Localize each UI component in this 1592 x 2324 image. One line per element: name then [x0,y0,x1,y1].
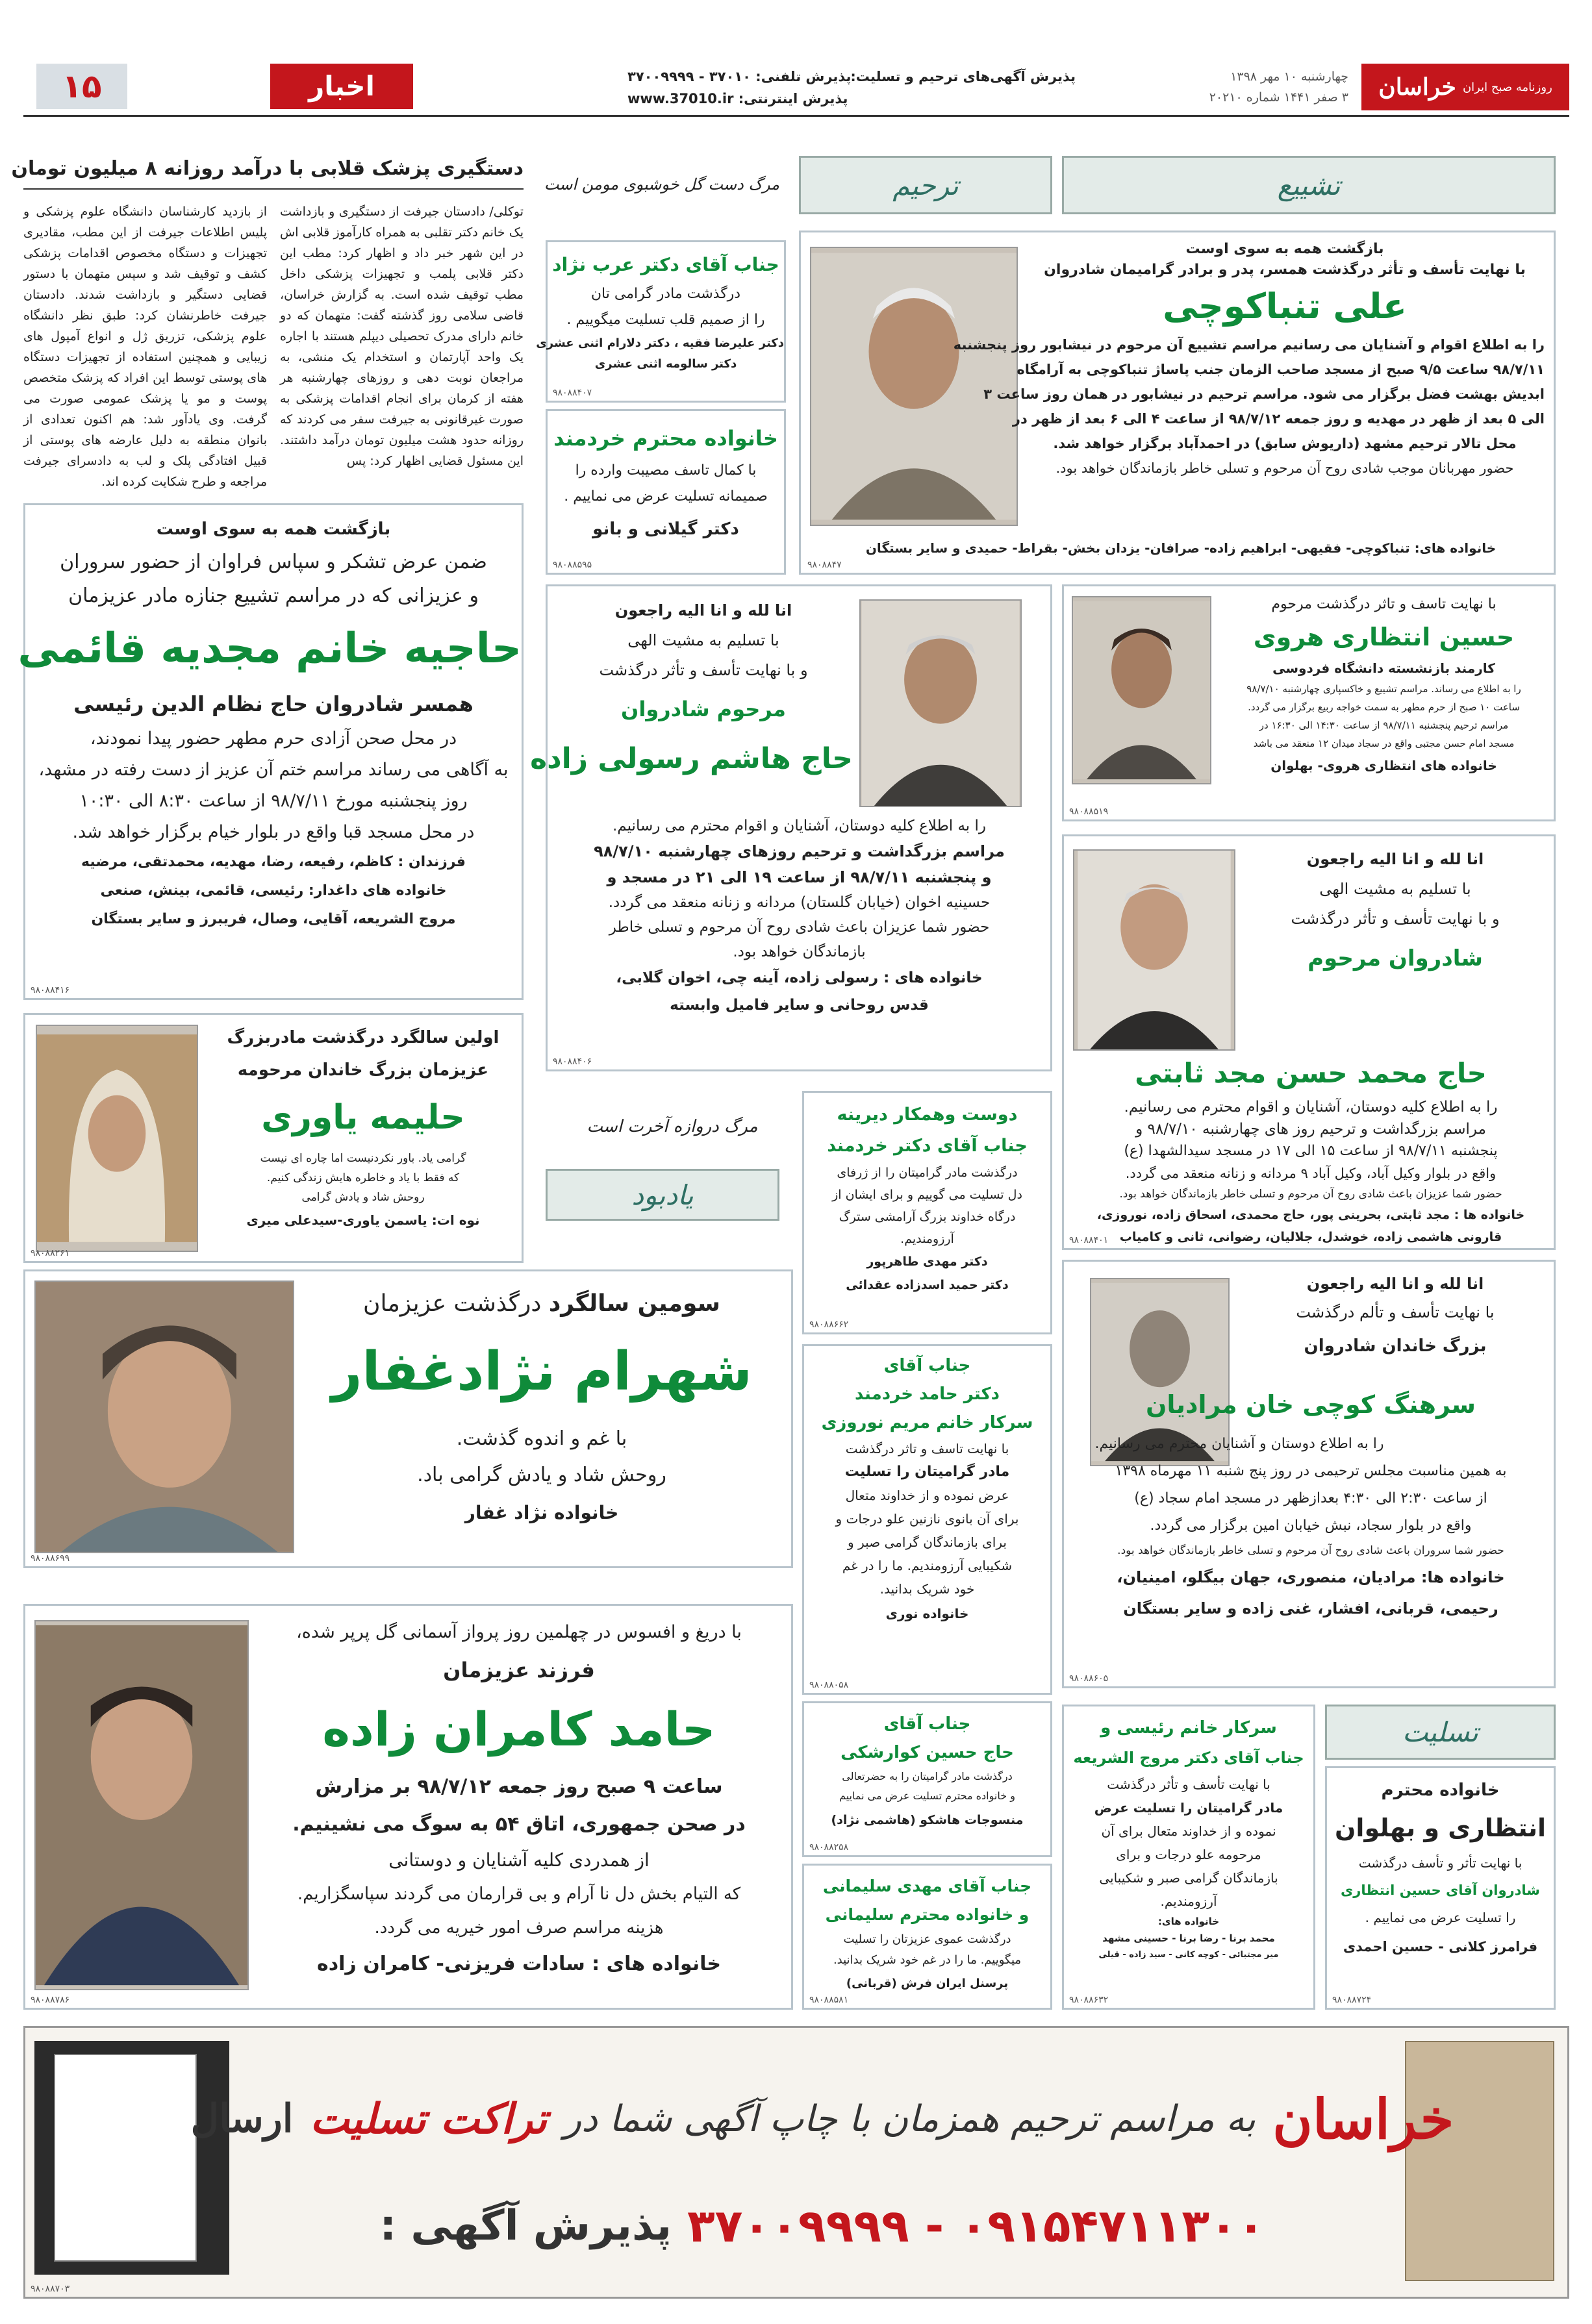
ad-line: حسینیه اخوان (خیابان گلستان) مردانه و زنانه منعقد می گردد. [608,894,991,911]
ad-line: حضور مهربانان موجب شادی روح آن مرحوم و تسلی خاطر بازماندگان خواهد بود. [1055,460,1514,476]
ad-line: در صحن جمهوری، اتاق ۵۴ به سوگ می نشینیم. [292,1813,746,1836]
ad-line: بازماندگان گرامی صبر و شکیبایی [1099,1870,1278,1886]
news-article [11,149,524,489]
ad-signature: پرسنل ایران فرش (قربانی) [846,1977,1009,1990]
ad-title: و خانواده محترم سلیمانی [825,1905,1030,1924]
ad-line: و با نهایت تأسف و تأثر درگذشت [1291,910,1500,928]
ad-code: ۹۸۰۸۸۶۹۹ [31,1553,70,1564]
ad-line: را به اطلاع دوستان و آشنایان محترم می رسانیم. [1094,1436,1384,1452]
ad-line: با نهایت تاسف و تاثر درگذشت مرحوم [1271,596,1497,612]
ad-line: نموده و از خداوند متعال برای آن [1101,1823,1276,1839]
ad-line: ضمن عرض تشکر و سپاس فراوان از حضور سروران [60,551,487,573]
news-headline: دستگیری پزشک قلابی با درآمد روزانه ۸ میلیون تومان [23,149,524,190]
ad-heravi [1062,584,1556,821]
ad-line: و با نهایت تأسف و تأثر درگذشت [599,661,808,679]
portrait-photo [34,1281,294,1553]
deceased-name: حاج هاشم رسولی زاده [530,742,853,775]
ad-line: مرحوم شادروان [621,697,786,721]
ad-title: سرکار خانم رئیسی و [1100,1718,1277,1738]
ad-line: کارمند بازنشسته دانشگاه فردوسی [1272,660,1495,676]
ad-line: را به اطلاع می رساند. مراسم تشییع و خاکسپاری چهارشنبه ۹۸/۷/۱۰ [1246,683,1521,695]
anniversary-label: سومین سالگرد [548,1290,720,1317]
ad-line: به همین مناسبت مجلس ترحیمی در روز پنج شنبه ۱۱ مهرماه ۱۳۹۸ [1115,1463,1507,1479]
ad-line: مرحومه علو درجات و برای [1116,1847,1261,1862]
banner-label: پذیرش آگهی : [379,2202,672,2250]
ad-line: همسر شادروان حاج نظام الدین رئیسی [73,692,474,716]
banner-highlight: تراکت تسلیت [310,2094,548,2143]
ad-line: با نهایت تأسف و تأثر درگذشت [1107,1777,1270,1792]
ad-code: ۹۸۰۸۸۷۸۶ [31,1995,70,2005]
ad-rasouli [530,584,1052,1071]
ad-title: دوست وهمکار دیرینه [837,1105,1018,1125]
ad-line: حضور شما عزیزان باعث شادی روح آن مرحوم و تسلی خاطر بازماندگان خواهد بود. [1119,1188,1502,1201]
ad-signature: دکتر حمید اسدزاده عقدائی [846,1278,1009,1292]
ad-line: گرامی یاد. باور نکردنیست اما چاره ای نیست [260,1152,466,1165]
promo-banner [23,2026,1569,2299]
ad-line: انا لله و انا الیه راجعون [614,601,792,619]
ad-line: بازگشت همه به سوی اوست [1185,241,1384,257]
ad-line: و خانواده محترم تسلیت عرض می نماییم [839,1790,1015,1802]
ad-tonbakuchi [799,231,1556,575]
ad-line: مروج الشریعه، آقایی، وصال، فریبرز و سایر بستگان [91,911,456,927]
ad-line: درگذشت مادر گرامیتان را از ژرفای [837,1166,1018,1180]
ad-line: اولین سالگرد درگذشت مادربزرگ [227,1028,499,1047]
ads-internet: پذیرش اینترنتی: www.37010.ir [627,91,848,106]
ad-line: با نهایت تأسف و تألم درگذشت [1296,1303,1495,1321]
quote-akherat: مرگ دروازه آخرت است [587,1117,758,1136]
ad-line: ۹۸/۷/۱۱ ساعت ۹/۵ صبح از مسجد صاحب الزمان جنب پاساژ تنباکوچی به آرامگاه [1017,362,1545,377]
ad-signature: دکتر گیلانی و بانو [592,519,739,539]
ad-code: ۹۸۰۸۸۰۵۸ [809,1680,849,1690]
ad-line: برای آن بانوی نازنین علو درجات و [835,1511,1019,1527]
ad-line: فرزندان : کاظم، رفیعه، رضا، مهدیه، محمدتقی، مرضیه [81,854,466,870]
ad-signature: خانواده های: [1157,1916,1220,1927]
ad-line: در محل صحن آزادی حرم مطهر حضور پیدا نمودند، [90,729,457,749]
ad-line: خانواده ها : مجد ثابتی، بحرینی پور، حاج محمدی، اسحاق زاده، نوروزی، [1096,1208,1525,1222]
ad-code: ۹۸۰۸۸۷۰۳ [31,2284,70,2294]
portrait-photo [34,1620,249,1990]
ad-line: واقع در بلوار سجاد، نبش خیابان امین برگزار می گردد. [1150,1518,1472,1534]
ad-code: ۹۸۰۸۸۶۰۵ [1069,1673,1109,1684]
ad-signature: نوه ات: یاسمن یاوری-سیدعلی میری [246,1212,480,1228]
ad-line: آرزومندیم. [900,1232,954,1246]
ad-line: خود شریک بدانید. [879,1581,975,1597]
ad-line: خانواده های : رسولی زاده، آینه چی، اخوان گلابی، [616,969,983,986]
deceased-name: انتظاری و بهلوان [1334,1814,1547,1842]
section-title: اخبار [270,64,413,109]
ad-title: جناب آقای [883,1356,971,1375]
ad-line: روحش شاد و یادش گرامی باد. [417,1464,666,1486]
banner-decoration-right [1405,2041,1554,2281]
ad-signature: فرامرز کلانی - حسین احمدی [1343,1939,1538,1955]
ad-title: حاج حسین کوارشکی [840,1743,1014,1762]
ads-label: پذیرش آگهی‌های ترحیم و تسلیت: [850,69,1076,84]
page-number: ۱۵ [36,64,127,109]
ad-code: ۹۸۰۸۸۲۶۱ [31,1248,70,1258]
ad-line: انا لله و انا الیه راجعون [1306,850,1484,868]
ad-moradian [1062,1260,1556,1688]
ad-title: جناب آقای دکتر عرب نژاد [552,254,779,275]
quote-box-2 [546,1091,799,1221]
ad-code: ۹۸۰۸۸۴۰۷ [553,388,592,398]
ad-line: قدس روحانی و سایر فامیل وابسته [670,997,929,1014]
banner-line-1 [190,2073,1454,2164]
ad-line: ساعت ۹ صبح روز جمعه ۹۸/۷/۱۲ بر مزارش [315,1775,723,1798]
ad-line: از ساعت ۲:۳۰ الی ۴:۳۰ بعدازظهر در مسجد امام سجاد (ع) [1134,1490,1487,1506]
ad-line: الی ۵ بعد از ظهر در مهدیه و روز جمعه ۹۸/۷/۱۲ از ساعت ۴ الی ۶ بعد از ظهر در [1012,411,1545,427]
ad-line: را به اطلاع اقوام و آشنایان می رسانیم مراسم تشییع آن مرحوم در نیشابور روز پنجشنبه [953,337,1545,353]
deceased-name: علی تنباکوچی [1163,286,1407,327]
ad-line: خانواده محترم [1381,1780,1500,1800]
ad-line: هزینه مراسم صرف امور خیریه می گردد. [374,1918,664,1938]
quote-momen: مرگ دست گل خوشبوی مومن است [544,175,779,194]
ad-line [298,1284,785,1323]
ad-arabnejad [536,240,786,403]
ad-line: حضور شما عزیزان باعث شادی روح آن مرحوم و تسلی خاطر [609,919,990,936]
ad-line: که فقط با یاد و خاطره هایش زندگی کنیم. [266,1171,460,1184]
ad-kavarshki [802,1701,1052,1857]
ad-line: روحش شاد و یادش گرامی [301,1191,425,1204]
ad-code: ۹۸۰۸۸۴۰۶ [553,1056,592,1067]
ad-nejadghaffar [23,1269,793,1568]
ad-line: ساعت ۱۰ صبح از حرم مطهر به سمت خواجه ربیع برگزار می گردد. [1248,701,1520,713]
ad-line: با نهایت تأثر و تأسف درگذشت [1358,1855,1523,1871]
logo-sub: روزنامه صبح ایران [1462,80,1552,94]
ad-line: روز پنجشنبه مورخ ۹۸/۷/۱۱ از ساعت ۸:۳۰ الی ۱۰:۳۰ [79,791,468,811]
ad-signature: میر مجتبائی - کوچه کانی - سید زاده - قیلی [1098,1950,1279,1960]
ad-line: را به اطلاع کلیه دوستان، آشنایان و اقوام محترم می رسانیم. [1124,1099,1498,1116]
ad-line: میگوییم. ما را در غم خود شریک بدانید. [833,1953,1022,1967]
news-column-right: توکلی/ دادستان جیرفت از دستگیری و بازداشت یک خانم دکتر تقلبی به همراه کارآموز قلابی اش در این شهر خبر داد و اظهار کرد: مطب این دکتر قلابی پلمب و تجهیزات پزشکی داخل مطب توقیف شده است. به گزارش خراسان، قاضی سلامی روز گذشته گفت: متهمان که دو خانم دارای مدرک تحصیلی دیپلم هستند با اجاره یک واحد آپارتمان و استخدام یک منشی، به مراجعان نوبت دهی و روزهای چهارشنبه هر هفته از کرمان برای انجام اقدامات پزشکی به صورت غیرقانونی به جیرفت سفر می کردند که روزانه حدود هشت میلیون تومان درآمد داشتند. این مسئول قضایی اظهار کرد: پس [280,205,524,468]
ad-line: با نهایت تاسف و تاثر درگذشت [845,1441,1009,1456]
ad-line: پنجشنبه ۹۸/۷/۱۱ از ساعت ۱۵ الی ۱۷ در مسجد سیدالشهدا (ع) [1124,1143,1498,1159]
ad-line: خانواده ها: مرادیان، منصوری، جهان بیگلو، امینیان، [1117,1568,1505,1586]
ad-kheradmand-family [546,409,786,575]
family-names: خانواده های : سادات فریزنی- کامران زاده [317,1953,721,1975]
ad-title: شادروان آقای حسین انتظاری [1341,1882,1540,1898]
ads-phone: پذیرش تلفنی: ۳۷۰۱۰ - ۳۷۰۰۹۹۹۹ [627,69,852,84]
ad-code: ۹۸۰۸۸۴۷ [807,560,842,570]
ad-code: ۹۸۰۸۸۷۲۴ [1332,1995,1372,2005]
ad-line: مراسم ترحیم پنجشنبه ۹۸/۷/۱۱ از ساعت ۱۴:۳۰ الی ۱۶:۳۰ در [1259,719,1509,731]
ad-code: ۹۸۰۸۸۶۶۲ [809,1319,849,1330]
ads-info [621,66,1089,112]
ad-line: درگذشت مادر گرامیتان را به حضرتعالی [842,1770,1013,1782]
ad-soleimani [802,1864,1052,2010]
ad-code: ۹۸۰۸۸۵۹۵ [553,560,592,570]
ad-line: فرزند عزیزمان [443,1658,595,1682]
ad-signature: خانواده نوری [885,1606,969,1621]
ad-line: با غم و اندوه گذشت. [456,1427,627,1450]
ad-line-rest: درگذشت عزیزمان [363,1290,542,1317]
section-taslit: تسلیت [1325,1705,1556,1760]
ad-line: درگذشت مادر گرامی تان [590,286,741,302]
ad-line: که التیام بخش دل نا آرام و بی قرارمان می گردند سپاسگزاریم. [297,1884,741,1904]
date-line-2: ۳ صفر ۱۴۴۱ شماره ۲۰۲۱۰ [1209,90,1348,105]
ad-line: انا لله و انا الیه راجعون [1306,1275,1484,1293]
ad-title: سرکار خانم مریم نوروزی [821,1413,1033,1432]
ad-code: ۹۸۰۸۸۴۱۶ [31,985,70,995]
ad-title: جناب آقای مهدی سلیمانی [822,1877,1032,1895]
ad-signature: خانواده نژاد غفار [464,1502,619,1523]
ad-signature: دکتر سالومه اثنی عشری [594,357,737,371]
deceased-name: حاجیه خانم مجدیه قائمی [18,625,522,673]
ad-title: جناب آقای [883,1714,971,1734]
ad-signature: منسوجات هاشکو (هاشمی نژاد) [831,1813,1024,1827]
portrait-photo [36,1025,198,1252]
ad-raisi [1062,1705,1315,2010]
ad-line: مراسم بزرگداشت و ترحیم روزهای چهارشنبه ۹۸/۷/۱۰ [594,842,1005,860]
ad-line: ابدیش بهشت فضل برگزار می شود. مراسم ترحیم در نیشابور در همان روز ساعت ۳ [983,386,1545,402]
ad-line: شکیبایی آرزومندیم. ما را در غم [842,1558,1013,1573]
ad-line: شادروان مرحوم [1308,945,1483,971]
ad-line: محل تالار ترحیم مشهد (داریوش سابق) در احمدآباد برگزار خواهد شد. [1053,436,1517,451]
ad-line: آرزومندیم. [1160,1893,1217,1909]
ad-line: درگاه خداوند بزرگ آرامشی سترگ [839,1210,1016,1224]
ad-kheradmand-colleague [802,1091,1052,1334]
banner-brand: خراسان [1272,2086,1454,2151]
ad-code: ۹۸۰۸۸۴۰۱ [1069,1235,1109,1245]
family-names: خانواده های: تنباکوچی- فقیهی- ابراهیم زاده- صرافان- یزدان بخش- بقراط- حمیدی و سایر بستگان [865,540,1497,556]
ad-line: خانواده های داغدار: رئیسی، قائمی، بینش، صنعی [100,882,447,899]
ad-yavari [23,1013,524,1263]
ad-line: با تسلیم به مشیت الهی [627,631,779,649]
ad-line: با تسلیم به مشیت الهی [1319,880,1471,898]
ad-line: و عزیزانی که در مراسم تشییع جنازه مادر عزیزمان [68,584,479,607]
portrait-photo [859,599,1022,807]
ad-line: واقع در بلوار وکیل آباد، وکیل آباد ۹ مردانه و زنانه منعقد می گردد. [1125,1166,1497,1181]
ad-line: و پنجشنبه ۹۸/۷/۱۱ از ساعت ۱۹ الی ۲۱ در مسجد و [607,868,992,886]
masthead-logo [1361,64,1569,110]
ad-line: قارونی هاشمی زاده، خوشدل، جلالیان، رضوانی، ثانی و کامیاب [1119,1230,1502,1244]
ad-code: ۹۸۰۸۸۵۱۹ [1069,806,1109,817]
section-yadbood: یادبود [546,1169,779,1221]
ad-ghaemi [18,503,524,1000]
ad-line: مراسم بزرگداشت و ترحیم روز های چهارشنبه ۹۸/۷/۱۰ و [1135,1121,1486,1138]
ad-line: مادر گرامیتان را تسلیت عرض [1094,1800,1283,1816]
ad-line: صمیمانه تسلیت عرض می نماییم . [564,488,768,505]
family-names: خانواده های انتظاری هروی- بهلوان [1270,758,1497,773]
banner-decoration-left [34,2041,229,2275]
ad-norouzi [802,1344,1052,1695]
section-tarhim: ترحیم [799,156,1052,214]
deceased-name: حلیمه یاوری [261,1098,465,1137]
ad-line: بزرگ خاندان شادروان [1304,1336,1487,1356]
section-tashyi: تشییع [1062,156,1556,214]
ad-line: با نهایت تأسف و تأثر درگذشت همسر، پدر و برادر گرامیمان شادروان [1044,262,1526,278]
deceased-name: حامد کامران زاده [322,1702,716,1756]
ad-title: جناب آقای دکتر مروج الشریعه [1073,1749,1304,1767]
ad-entezari [1325,1766,1556,2010]
ad-line: در محل مسجد قبا واقع در بلوار خیام برگزار خواهد شد. [72,822,475,842]
ad-line: درگذشت عموی عزیزتان را تسلیت [843,1932,1011,1946]
ad-signature: دکتر علیرضا فقیه ، دکتر دلارام اثنی عشری [536,336,784,350]
deceased-name: حاج محمد حسن مجد ثابتی [1135,1057,1487,1089]
ad-line: عرض نموده و از خداوند متعال [845,1488,1009,1503]
ad-kamran [23,1604,793,2010]
ad-signature: محمد برنا - رضا برنا - حسینی مشهد [1102,1932,1275,1944]
ad-signature: دکتر مهدی طاهرپور [866,1255,988,1269]
ad-line: حضور شما سروران باعث شادی روح آن مرحوم و تسلی خاطر بازماندگان خواهد بود. [1117,1544,1504,1557]
deceased-name: حسین انتظاری هروی [1253,623,1515,651]
deceased-name: شهرام نژادغفار [331,1341,752,1403]
ad-code: ۹۸۰۸۸۲۵۸ [809,1842,849,1853]
logo-text: خراسان [1378,73,1456,101]
issue-date [1141,66,1348,108]
header-bar [23,62,1569,117]
ad-line: دل تسلیت می گوییم و برای ایشان از [832,1188,1022,1202]
ad-line: عزیزمان بزرگ خاندان مرحومه [237,1060,489,1080]
ad-line: با کمال تاسف مصیبت وارده را [575,462,757,479]
date-line-1: چهارشنبه ۱۰ مهر ۱۳۹۸ [1230,69,1348,84]
ad-title: دکتر حامد خردمند [855,1384,1000,1404]
ad-line: با دریغ و افسوس در چهلمین روز پرواز آسمانی گل پرپر شده، [296,1622,742,1642]
ad-title: خانواده محترم خردمند [553,426,778,451]
ad-line: بازگشت همه به سوی اوست [156,519,391,539]
deceased-name: سرهنگ کوچی خان مرادیان [1146,1390,1476,1419]
portrait-photo [1073,849,1235,1051]
banner-phone: ۰۹۱۵۴۷۱۱۳۰۰ - ۳۷۰۰۹۹۹۹ [687,2199,1265,2253]
ad-line: بازماندگان خواهد بود. [733,943,866,960]
banner-send: ارسال [190,2096,294,2142]
ad-line: مادر گرامیتان را تسلیت [844,1464,1010,1480]
news-column-left: از بازدید کارشناسان دانشگاه علوم پزشکی و پلیس اطلاعات جیرفت از این مطب، مقادیری تجهیزات و دستگاه مخصوص اقدامات پزشکی کشف و توقیف شد و سپس متهمان با دستور قضایی دستگیر و بازداشت شدند. دادستان جیرفت خاطرنشان کرد: طبق نظر دانشگاه علوم پزشکی، تزریق ژل و انواع آمپول های زیبایی و همچنین استفاده از تجهیزات دستگاه های پوستی توسط این افراد که پزشک متخصص پوست و مو یا پزشک عمومی صورت می گرفت. وی یادآور شد: هم اکنون تعدادی از بانوان منطقه به دلیل عارضه های پوستی از قبیل افتادگی پلک و لب به دادسرای جیرفت مراجعه و طرح شکایت کرده اند. [23,205,267,489]
portrait-photo [1072,596,1211,784]
ad-line: رحیمی، قربانی، افشار، غنی زاده و سایر بستگان [1123,1599,1498,1618]
banner-line-2 [259,2190,1385,2262]
ad-code: ۹۸۰۸۸۶۳۲ [1069,1995,1109,2005]
ad-line: مسجد امام حسن مجتبی واقع در سجاد میدان ۱۲ منعقد می باشد [1253,738,1515,749]
ad-line: را به اطلاع کلیه دوستان، آشنایان و اقوام محترم می رسانیم. [613,818,986,834]
ad-title: جناب آقای دکتر خردمند [827,1136,1028,1156]
ad-line: را از صمیم قلب تسلیت میگوییم . [566,312,765,328]
ad-line: به آگاهی می رساند مراسم ختم آن عزیز از دست رفته در مشهد، [38,760,509,780]
ad-line: را تسلیت عرض می نماییم . [1365,1910,1516,1925]
banner-text: به مراسم ترحیم همزمان با چاپ آگهی شما در [564,2097,1256,2140]
ad-code: ۹۸۰۸۸۵۸۱ [809,1995,849,2005]
ad-line: برای بازماندگان گرامی صبر و [848,1534,1007,1550]
ad-line: از همدردی کلیه آشنایان و دوستانی [388,1849,650,1871]
ad-sabeti [1062,834,1556,1250]
